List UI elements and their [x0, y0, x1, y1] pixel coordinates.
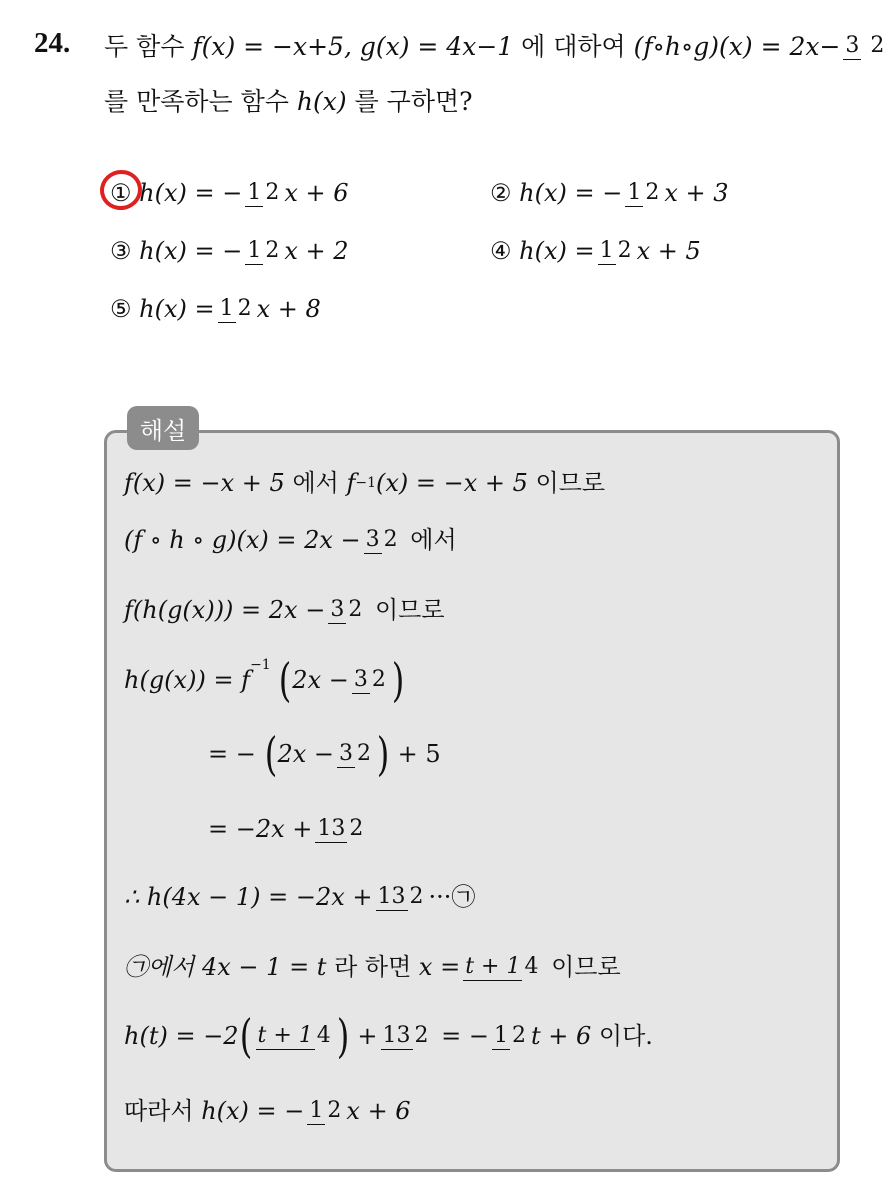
- choice-marker: ①: [110, 179, 132, 207]
- expr: + 5: [397, 740, 441, 768]
- fraction-numerator: 13: [317, 816, 346, 842]
- fraction-numerator: 13: [382, 1023, 411, 1049]
- expr: ㉠에서 4x − 1 = t: [124, 953, 327, 981]
- solution-line-9: [124, 1006, 653, 1066]
- text: 이므로: [551, 953, 621, 981]
- fraction-denominator: 2: [265, 180, 280, 206]
- expr: = −2x +: [208, 815, 313, 843]
- fraction-denominator: 2: [414, 1023, 429, 1049]
- fraction: [328, 598, 364, 622]
- fraction: [492, 1024, 528, 1048]
- solution-line-4: [124, 650, 405, 710]
- choice-fraction: [598, 239, 634, 263]
- fraction-numerator: t + 1: [257, 1023, 313, 1049]
- fraction: [352, 668, 388, 692]
- fraction-denominator: 2: [371, 667, 386, 693]
- choice-2[interactable]: [490, 166, 729, 220]
- fraction-numerator: 1: [247, 180, 262, 206]
- expr: = −: [208, 740, 256, 768]
- choice-marker: ②: [490, 179, 512, 207]
- fraction-denominator: 2: [348, 597, 363, 623]
- choice-marker: ③: [110, 237, 132, 265]
- choice-1[interactable]: [110, 166, 349, 220]
- fraction-denominator: 2: [870, 33, 884, 59]
- expr: x =: [418, 953, 461, 981]
- fraction: [307, 1099, 343, 1123]
- problem-number: 24.: [34, 27, 71, 59]
- fraction-denominator: 2: [617, 238, 632, 264]
- solution-line-3: [124, 582, 445, 638]
- choice-rest: x + 3: [664, 179, 729, 207]
- choice-fraction: [245, 181, 281, 205]
- fraction-numerator: 1: [599, 238, 614, 264]
- choice-marker: ④: [490, 237, 512, 265]
- fraction-denominator: 2: [512, 1023, 526, 1049]
- choice-lhs: h(x) =: [519, 237, 595, 265]
- solution-line-5: [208, 724, 441, 784]
- fraction-denominator: 4: [316, 1023, 331, 1049]
- expr: ∴ h(4x − 1) = −2x +: [124, 883, 373, 911]
- fraction-denominator: 2: [237, 296, 252, 322]
- choice-rest: x + 6: [284, 179, 349, 207]
- solution-line-10: [124, 1082, 411, 1140]
- solution-line-1: [124, 466, 605, 500]
- text: 이므로: [535, 469, 606, 497]
- choice-lhs: h(x) = −: [519, 179, 623, 207]
- left-paren: (: [264, 727, 277, 781]
- problem-intro: 두 함수: [104, 31, 185, 61]
- fraction-denominator: 2: [265, 238, 280, 264]
- fraction: [376, 885, 426, 909]
- fraction-numerator: 1: [219, 296, 234, 322]
- expr: 2x −: [277, 740, 334, 768]
- solution-line-2: [124, 512, 457, 568]
- choice-4[interactable]: [490, 224, 701, 278]
- g-definition: g(x) = 4x−1: [359, 31, 514, 61]
- solution-tag: 해설: [127, 406, 199, 450]
- fraction: [256, 1024, 333, 1048]
- expr: x + 6: [346, 1097, 411, 1125]
- choice-5[interactable]: [110, 282, 321, 336]
- text: 에서: [410, 526, 457, 554]
- fraction-numerator: 3: [339, 741, 353, 767]
- expr: f(h(g(x))) = 2x −: [124, 596, 326, 624]
- choice-rest: x + 5: [636, 237, 701, 265]
- expr: +: [357, 1022, 378, 1050]
- fraction-numerator: 1: [494, 1023, 508, 1049]
- expr: (f ∘ h ∘ g)(x) = 2x −: [124, 526, 361, 554]
- right-paren: ): [336, 1009, 350, 1063]
- fraction-denominator: 4: [524, 954, 539, 980]
- choice-fraction: [218, 297, 254, 321]
- choice-fraction: [245, 239, 281, 263]
- expr: f: [346, 469, 356, 497]
- text: 에서: [292, 469, 339, 497]
- fraction-denominator: 2: [349, 816, 364, 842]
- solution-line-6: [208, 800, 368, 858]
- fraction: [364, 528, 400, 552]
- choice-rest: x + 2: [284, 237, 349, 265]
- text: 라 하면: [334, 953, 412, 981]
- left-paren: (: [279, 653, 292, 707]
- choice-lhs: h(x) =: [139, 295, 215, 323]
- fraction-denominator: 2: [383, 527, 398, 553]
- choice-3[interactable]: [110, 224, 349, 278]
- fraction: [463, 955, 540, 979]
- text: 따라서: [124, 1097, 194, 1125]
- fraction-denominator: 2: [357, 741, 371, 767]
- problem-mid-text: 에 대하여: [521, 31, 626, 61]
- fraction-denominator: 2: [645, 180, 660, 206]
- expr: h(g(x)) = f: [124, 666, 251, 694]
- choice-rest: x + 8: [256, 295, 321, 323]
- choice-fraction: [625, 181, 661, 205]
- text: 이다.: [598, 1022, 653, 1050]
- fraction: [315, 817, 365, 841]
- problem-h-var: h(x): [296, 86, 347, 116]
- fraction-numerator: 1: [247, 238, 262, 264]
- problem-line-2: [104, 86, 473, 116]
- solution-line-7: [124, 868, 475, 926]
- problem-line2-pre: 를 만족하는 함수: [104, 86, 289, 116]
- text: 이므로: [374, 596, 445, 624]
- superscript: −1: [355, 475, 376, 491]
- fraction: [337, 742, 373, 766]
- expr: 2x −: [292, 666, 349, 694]
- fraction-denominator: 2: [327, 1098, 342, 1124]
- expr: h(t) = −2: [124, 1022, 239, 1050]
- expr: t + 6: [531, 1022, 592, 1050]
- fraction-numerator: 3: [845, 33, 860, 59]
- fraction-numerator: 13: [377, 884, 406, 910]
- fraction-numerator: 3: [365, 527, 380, 553]
- expr: h(x) = −: [201, 1097, 305, 1125]
- reference-mark: ···㉠: [428, 883, 476, 911]
- fraction-numerator: t + 1: [465, 954, 521, 980]
- fraction: [381, 1024, 431, 1048]
- superscript: −1: [250, 657, 271, 673]
- f-definition: f(x) = −x+5,: [192, 31, 352, 61]
- fraction-numerator: 1: [309, 1098, 324, 1124]
- expr: = −: [441, 1022, 489, 1050]
- choice-lhs: h(x) = −: [139, 179, 243, 207]
- expr: f(x) = −x + 5: [124, 469, 285, 497]
- fraction-numerator: 3: [330, 597, 345, 623]
- composition-fraction: [843, 34, 884, 58]
- problem-line-1: [104, 18, 884, 74]
- left-paren: (: [239, 1009, 252, 1063]
- fraction-numerator: 3: [353, 667, 368, 693]
- composition-expr: (f∘h∘g)(x) = 2x−: [633, 31, 841, 61]
- right-paren: ): [391, 653, 405, 707]
- fraction-numerator: 1: [627, 180, 642, 206]
- solution-line-8: [124, 938, 621, 996]
- right-paren: ): [376, 727, 390, 781]
- choice-lhs: h(x) = −: [139, 237, 243, 265]
- choice-marker: ⑤: [110, 295, 132, 323]
- fraction-denominator: 2: [409, 884, 424, 910]
- problem-line2-post: 를 구하면?: [354, 86, 473, 116]
- expr: (x) = −x + 5: [375, 469, 528, 497]
